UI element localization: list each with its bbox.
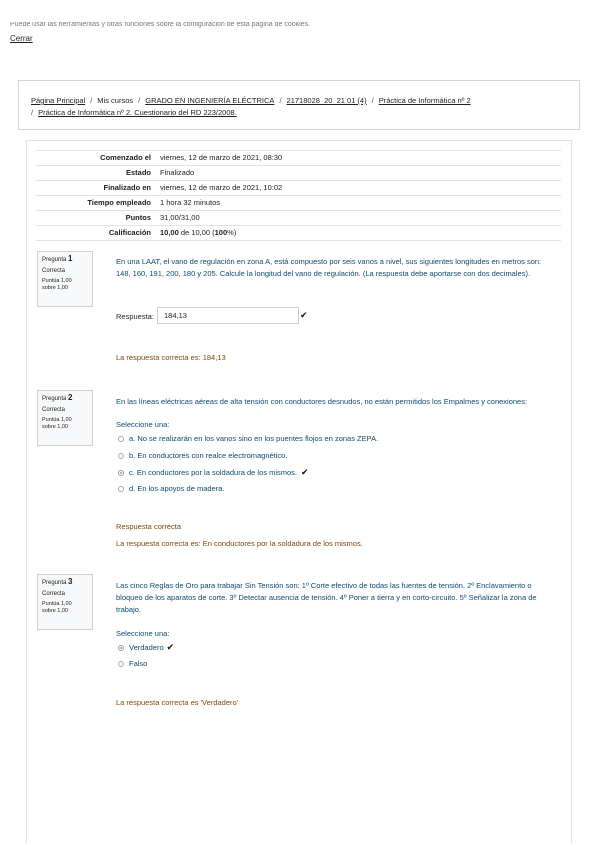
breadcrumb-my-courses: Mis cursos xyxy=(97,96,134,105)
radio-button-selected[interactable] xyxy=(118,470,124,476)
cookie-notice: Puede usar las herramientas y otras funciones sobre la configuración de esta página de cookies. xyxy=(10,22,311,28)
correct-check-icon: ✔ xyxy=(301,467,309,477)
question-text-3: Las cinco Reglas de Oro para trabajar Sin Tensión son: 1º Corte efectivo de todas las fuentes de tensión. 2º Enclavamiento o bloqueo de los aparatos de corte. 3º Detectar ausencia de tensión. 4º Poner a tierra y en corto-circuito. 5º Señalizar la zona de trabajo. xyxy=(116,581,537,614)
summary-label: Comenzado el xyxy=(36,151,157,166)
summary-value: 1 hora 32 minutos xyxy=(157,196,561,211)
question-label: Pregunta xyxy=(42,580,67,586)
question-number: 2 xyxy=(68,393,73,402)
question-state: Correcta xyxy=(42,407,66,413)
grade-score: 10,00 xyxy=(160,228,179,237)
summary-label: Puntos xyxy=(36,211,157,226)
breadcrumb: Página Principal / Mis cursos / GRADO EN INGENIERÍA ELÉCTRICA / 21718028_20_21 01 (4) / Práctica de Informática nº 2 / Práctica de Informática nº 2. Cuestionario del RD 223/2008. xyxy=(18,80,580,130)
summary-label: Tiempo empleado xyxy=(36,196,157,211)
summary-label: Calificación xyxy=(36,226,157,241)
radio-button-selected[interactable] xyxy=(118,645,124,651)
correct-check-icon: ✔ xyxy=(166,642,175,652)
question-state: Correcta xyxy=(42,268,66,274)
select-prompt: Seleccione una: xyxy=(116,420,170,429)
grade-end: %) xyxy=(227,228,237,237)
question-number: 3 xyxy=(68,577,73,586)
question-mark: Puntúa 1,00 sobre 1,00 xyxy=(42,417,72,430)
summary-label: Estado xyxy=(36,166,157,181)
summary-grade xyxy=(157,226,561,241)
option-b[interactable]: b. En conductores con realce electromagnético. xyxy=(118,451,287,460)
question-feedback-2b: La respuesta correcta es: En conductores por la soldadura de los mismos. xyxy=(116,539,363,548)
radio-button[interactable] xyxy=(118,486,124,492)
option-false[interactable]: Falso xyxy=(118,659,147,668)
option-a[interactable]: a. No se realizarán en los vanos sino en los puentes flojos en zonas ZEPA. xyxy=(118,434,378,443)
summary-value: viernes, 12 de marzo de 2021, 08:30 xyxy=(157,151,561,166)
question-label: Pregunta xyxy=(42,257,67,263)
correct-check-icon: ✔ xyxy=(300,310,308,320)
summary-label: Finalizado en xyxy=(36,181,157,196)
question-info-1 xyxy=(37,251,93,307)
grade-mid: de 10,00 ( xyxy=(178,228,215,237)
select-prompt: Seleccione una: xyxy=(116,629,170,638)
question-feedback-3: La respuesta correcta es 'Verdadero' xyxy=(116,698,239,707)
breadcrumb-quiz[interactable]: Práctica de Informática nº 2. Cuestionario del RD 223/2008. xyxy=(38,108,237,117)
question-text-2: En las líneas eléctricas aéreas de alta tensión con conductores desnudos, no están permitidos los Empalmes y conexiones: xyxy=(116,397,528,406)
breadcrumb-degree[interactable]: GRADO EN INGENIERÍA ELÉCTRICA xyxy=(145,96,275,105)
question-mark: Puntúa 1,00 sobre 1,00 xyxy=(42,278,72,291)
radio-button[interactable] xyxy=(118,436,124,442)
summary-value: 31,00/31,00 xyxy=(157,211,561,226)
radio-button[interactable] xyxy=(118,453,124,459)
close-link[interactable]: Cerrar xyxy=(10,34,33,43)
option-true[interactable]: Verdadero ✔ xyxy=(118,642,174,653)
option-c[interactable]: c. En conductores por la soldadura de los mismos. ✔ xyxy=(118,467,309,478)
answer-label: Respuesta: xyxy=(116,312,154,321)
quiz-review-card xyxy=(26,140,572,844)
breadcrumb-practice[interactable]: Práctica de Informática nº 2 xyxy=(378,96,471,105)
question-info-2 xyxy=(37,390,93,446)
question-mark: Puntúa 1,00 sobre 1,00 xyxy=(42,601,72,614)
breadcrumb-course[interactable]: 21718028_20_21 01 (4) xyxy=(286,96,367,105)
question-feedback-1: La respuesta correcta es: 184,13 xyxy=(116,353,226,362)
question-number: 1 xyxy=(68,254,73,263)
radio-button[interactable] xyxy=(118,661,124,667)
question-state: Correcta xyxy=(42,591,66,597)
answer-field[interactable]: 184,13 xyxy=(157,307,299,324)
question-info-3 xyxy=(37,574,93,630)
grade-percent: 100 xyxy=(214,228,228,237)
summary-value: Finalizado xyxy=(157,166,561,181)
question-label: Pregunta xyxy=(42,396,67,402)
question-feedback-2a: Respuesta correcta xyxy=(116,522,182,531)
question-text-1: En una LAAT, el vano de regulación en zona A, está compuesto por seis vanos a nivel, sus siguientes longitudes en metros son: 148, 160, 191, 200, 180 y 205. Calcule la longitud del vano de regulación. (La respuesta debe aportarse con dos decimales). xyxy=(116,257,542,278)
summary-value: viernes, 12 de marzo de 2021, 10:02 xyxy=(157,181,561,196)
attempt-summary-table xyxy=(36,150,561,241)
breadcrumb-home[interactable]: Página Principal xyxy=(31,96,86,105)
option-d[interactable]: d. En los apoyos de madera. xyxy=(118,484,224,493)
